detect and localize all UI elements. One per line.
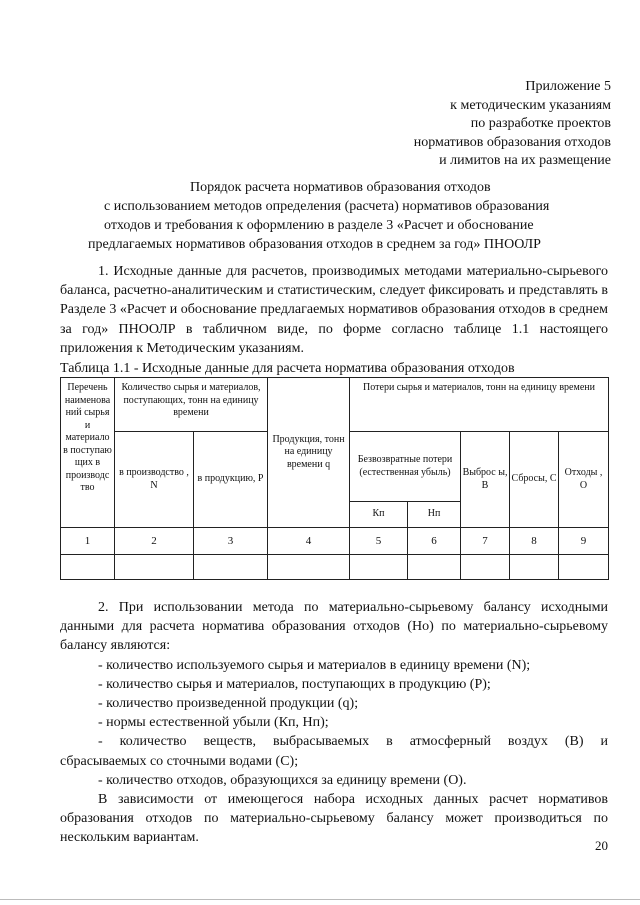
paragraph-2-intro: 2. При использовании метода по материально-сырьевому балансу исходными данными для расчета норматива образования отходов (Но) по материально-сырьевому балансу являются: (60, 600, 608, 654)
empty-cell (510, 555, 559, 580)
title-line: предлагаемых нормативов образования отходов в среднем за год» ПНООЛР (88, 237, 541, 252)
empty-cell (194, 555, 268, 580)
paragraph-1: 1. Исходные данные для расчетов, производимых методами материально-сырьевого баланса, расчетно-аналитическим и статистическим, следует фиксировать и представлять в Разделе 3 «Расчет и обоснование предлагаемых нормативов образования отходов в среднем за год» ПНООЛР в табличном виде, по форме согласно таблице 1.1 настоящего приложения к Методическим указаниям. (60, 264, 608, 356)
header-discharges: Сбросы, С (510, 432, 559, 528)
column-number: 2 (115, 528, 194, 555)
empty-cell (268, 555, 350, 580)
column-number: 6 (408, 528, 461, 555)
title-line: отходов и требования к оформлению в разделе 3 «Расчет и обоснование (104, 218, 534, 233)
scan-edge (0, 893, 640, 905)
list-item: - количество веществ, выбрасываемых в атмосферный воздух (В) и (98, 734, 608, 750)
paragraph-2 (60, 598, 608, 848)
header-losses: Потери сырья и материалов, тонн на единицу времени (350, 378, 609, 432)
list-item: - количество сырья и материалов, поступающих в продукцию (P); (98, 676, 491, 692)
empty-cell (350, 555, 408, 580)
header-output: Продукция, тонн на единицу времени q (268, 378, 350, 528)
table-caption: Таблица 1.1 - Исходные данные для расчета норматива образования отходов (60, 361, 515, 376)
column-number: 9 (559, 528, 609, 555)
header-emissions: Выброс ы, В (461, 432, 510, 528)
header-irrecoverable-losses: Безвозвратные потери (естественная убыль) (350, 432, 461, 502)
list-item: - количество используемого сырья и материалов в единицу времени (N); (98, 657, 531, 673)
header-materials-quantity: Количество сырья и материалов, поступающих, тонн на единицу времени (115, 378, 268, 432)
empty-cell (559, 555, 609, 580)
header-materials-list: Перечень наименова ний сырья и материало в поступаю щих в производс тво (61, 378, 115, 528)
column-number: 5 (350, 528, 408, 555)
empty-cell (115, 555, 194, 580)
header-to-production: в производство , N (115, 432, 194, 528)
appendix-line: и лимитов на их размещение (439, 153, 611, 168)
list-item: - количество отходов, образующихся за единицу времени (О). (98, 772, 467, 788)
column-number: 7 (461, 528, 510, 555)
title-line: Порядок расчета нормативов образования отходов (190, 180, 491, 195)
column-number: 8 (510, 528, 559, 555)
list-item-continuation: сбрасываемых со сточными водами (С); (60, 753, 299, 769)
appendix-line: нормативов образования отходов (413, 134, 611, 150)
empty-cell (461, 555, 510, 580)
appendix-line: к методическим указаниям (450, 97, 611, 113)
list-item: - количество произведенной продукции (q); (98, 696, 359, 712)
header-waste: Отходы , О (559, 432, 609, 528)
page-number: 20 (595, 838, 608, 853)
header-np: Нп (408, 502, 461, 528)
empty-cell (61, 555, 115, 580)
column-number: 3 (194, 528, 268, 555)
appendix-header (311, 78, 611, 171)
paragraph-2-closing: В зависимости от имеющегося набора исходных данных расчет нормативов образования отходов по материально-сырьевому балансу может производиться по нескольким вариантам. (60, 792, 608, 846)
appendix-line: по разработке проектов (470, 116, 611, 131)
list-item: - нормы естественной убыли (Кп, Нп); (98, 715, 329, 731)
header-to-product: в продукцию, P (194, 432, 268, 528)
column-number: 4 (268, 528, 350, 555)
source-data-table (60, 377, 609, 580)
empty-cell (408, 555, 461, 580)
title-line: с использованием методов определения (расчета) нормативов образования (104, 199, 550, 214)
header-kp: Кп (350, 502, 408, 528)
column-number: 1 (61, 528, 115, 555)
appendix-line: Приложение 5 (525, 79, 611, 94)
